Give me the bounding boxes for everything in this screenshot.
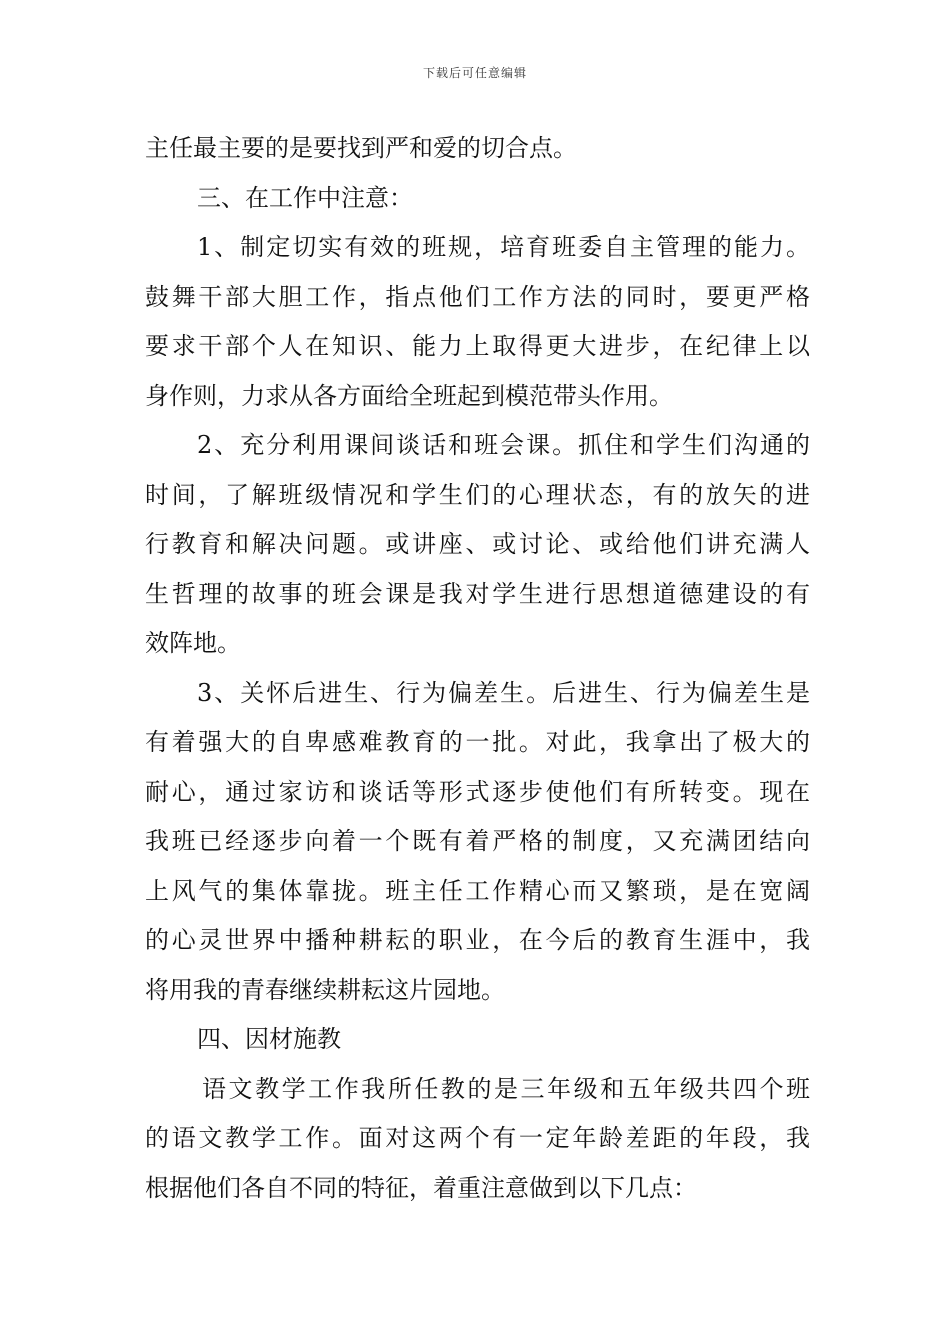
text-line: 身作则，力求从各方面给全班起到模范带头作用。	[145, 381, 673, 410]
text-line: 将用我的青春继续耕耘这片园地。	[145, 975, 505, 1004]
text-line: 要求干部个人在知识、能力上取得更大进步，在纪律上以	[145, 332, 810, 360]
text-line: 行教育和解决问题。或讲座、或讨论、或给他们讲充满人	[145, 530, 810, 558]
text-line: 效阵地。	[145, 629, 241, 657]
text-line: 上风气的集体靠拢。班主任工作精心而又繁琐，是在宽阔	[145, 876, 810, 905]
text-line: 主任最主要的是要找到严和爱的切合点。	[145, 134, 577, 162]
paragraph-first-line: 2、充分利用课间谈话和班会课。抓住和学生们沟通的	[197, 431, 810, 459]
text-line: 时间，了解班级情况和学生们的心理状态，有的放矢的进	[145, 480, 810, 509]
text-line: 鼓舞干部大胆工作，指点他们工作方法的同时，要更严格	[145, 282, 810, 311]
text-line: 有着强大的自卑感难教育的一批。对此，我拿出了极大的	[145, 728, 810, 756]
paragraph-first-line: 3、关怀后进生、行为偏差生。后进生、行为偏差生是	[197, 678, 810, 707]
text-line: 我班已经逐步向着一个既有着严格的制度，又充满团结向	[145, 827, 810, 855]
section-heading: 三、在工作中注意：	[197, 183, 413, 212]
text-line: 生哲理的故事的班会课是我对学生进行思想道德建设的有	[145, 579, 810, 608]
paragraph-first-line: 1、制定切实有效的班规，培育班委自主管理的能力。	[197, 233, 810, 261]
page-header: 下载后可任意编辑	[422, 66, 527, 80]
text-line: 根据他们各自不同的特征，着重注意做到以下几点：	[145, 1173, 697, 1202]
text-line: 耐心，通过家访和谈话等形式逐步使他们有所转变。现在	[145, 777, 810, 806]
text-line: 的语文教学工作。面对这两个有一定年龄差距的年段，我	[145, 1124, 810, 1152]
document-body	[145, 124, 810, 1213]
text-line: 的心灵世界中播种耕耘的职业，在今后的教育生涯中，我	[145, 926, 810, 954]
section-heading: 四、因材施教	[197, 1025, 341, 1053]
paragraph-first-line: 语文教学工作我所任教的是三年级和五年级共四个班	[202, 1074, 810, 1103]
